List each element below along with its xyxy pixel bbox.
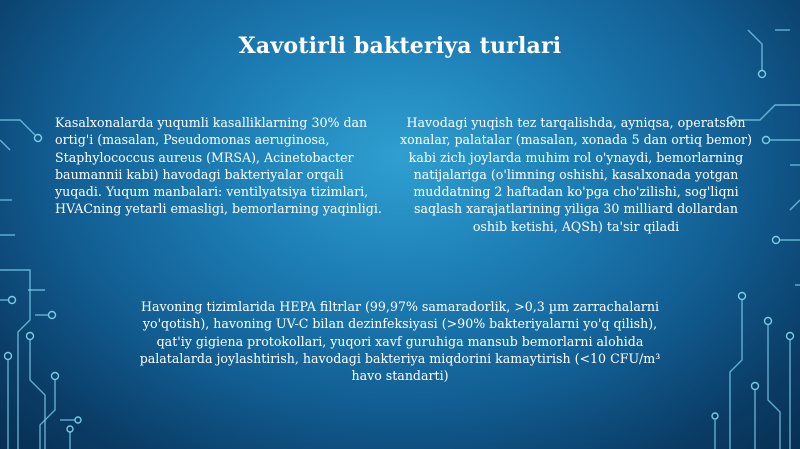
right-paragraph: Havodagi yuqish tez tarqalishda, ayniqsa, operatsion xonalar, palatalar (masalan, xonada 5 dan ortiq bemor) kabi zich joylarda muhim rol o'ynaydi, bemorlarning natijalariga (o'limning oshishi, kasalxonada yotgan muddatning 2 haftadan ko'pga cho'zilishi, sog'liqni saqlash xarajatlarining yiliga 30 milliard dollardan oshib ketishi, AQSh) ta'sir qiladi bbox=[399, 115, 752, 234]
left-paragraph: Kasalxonalarda yuqumli kasalliklarning 30% dan ortig'i (masalan, Pseudomonas aeruginosa, Staphylococcus aureus (MRSA), Acinetobacter baumannii kabi) havodagi bakteriyalar orqali yuqadi. Yuqum manbalari: ventilyatsiya tizimlari, HVACning yetarli emasligi, bemorlarning yaqinligi. bbox=[55, 115, 382, 217]
slide-title: Xavotirli bakteriya turlari bbox=[238, 33, 562, 59]
circuit-right bbox=[712, 30, 800, 449]
bottom-paragraph: Havoning tizimlarida HEPA filtrlar (99,97% samaradorlik, >0,3 µm zarrachalarni yo'qotish), havoning UV-C bilan dezinfeksiyasi (>90% bakteriyalarni yo'q qilish), qat'iy gigiena protokollari, yuqori xavf guruhiga mansub bemorlarni alohida palatalarda joylashtirish, havodagi bakteriya miqdorini kamaytirish (<10 CFU/m³ havo standarti) bbox=[139, 299, 661, 384]
